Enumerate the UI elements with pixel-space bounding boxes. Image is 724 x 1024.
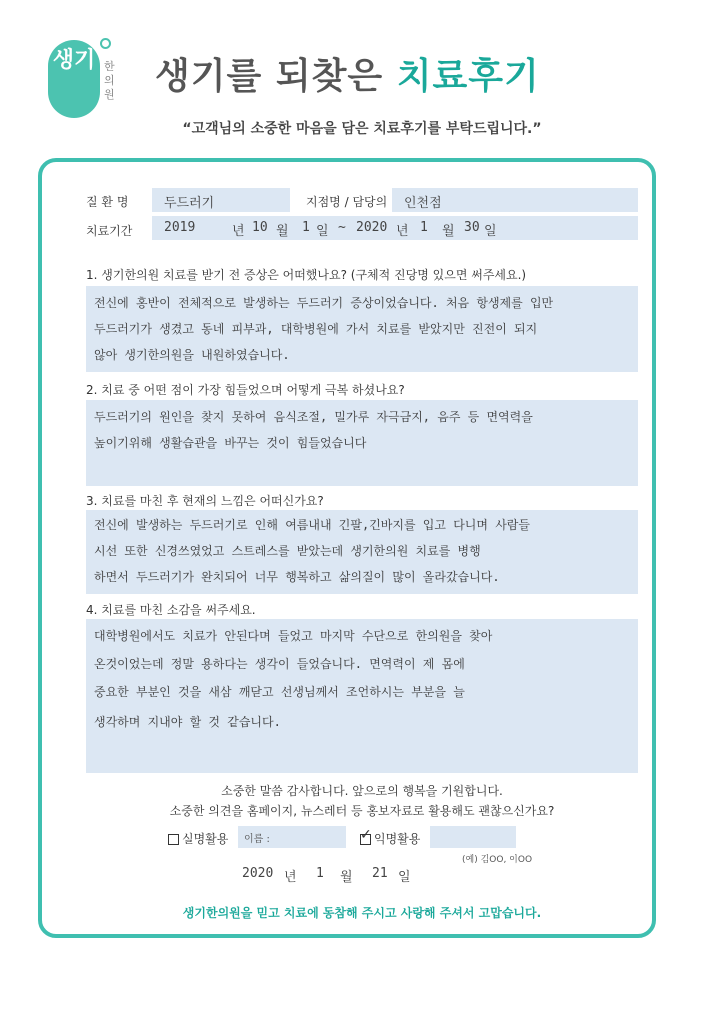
question-4-answer[interactable] xyxy=(86,619,638,773)
logo-dot xyxy=(100,38,111,49)
period-end-day: 30 xyxy=(464,220,480,235)
name-field-label: 이름 : xyxy=(244,834,270,845)
date-day: 21 xyxy=(372,866,388,881)
period-unit-day-1: 일 xyxy=(316,224,329,239)
disease-field[interactable] xyxy=(152,188,290,212)
anonymous-label: 익명활용 xyxy=(374,832,421,846)
name-example: (예) 김OO, 이OO xyxy=(462,855,533,865)
answer-line: 생각하며 지내야 할 것 같습니다. xyxy=(94,715,281,729)
footer-message: 생기한의원을 믿고 치료에 동참해 주시고 사랑해 주셔서 고맙습니다. xyxy=(182,906,542,920)
period-unit-day-2: 일 xyxy=(484,224,497,239)
answer-line: 하면서 두드러기가 완치되어 너무 행복하고 삶의질이 많이 올라갔습니다. xyxy=(94,570,500,584)
answer-line: 중요한 부분인 것을 새삼 깨닫고 선생님께서 조언하시는 부분을 늘 xyxy=(94,685,465,699)
period-label: 치료기간 xyxy=(86,224,133,238)
date-unit-day: 일 xyxy=(398,870,411,885)
real-name-checkbox[interactable] xyxy=(168,834,179,845)
date-year: 2020 xyxy=(242,866,274,881)
anonymous-option[interactable] xyxy=(360,827,421,847)
period-start-day: 1 xyxy=(302,220,310,235)
logo-text: 생기 xyxy=(52,48,96,73)
disease-label: 질 환 명 xyxy=(86,195,129,209)
logo xyxy=(48,40,100,118)
answer-line: 온것이었는데 정말 용하다는 생각이 들었습니다. 면역력이 제 몸에 xyxy=(94,657,465,671)
date-month: 1 xyxy=(316,866,324,881)
period-unit-month-2: 월 xyxy=(442,224,455,239)
question-2-label: 2. 치료 중 어떤 점이 가장 힘들었으며 어떻게 극복 하셨나요? xyxy=(86,383,405,397)
answer-line: 전신에 발생하는 두드러기로 인해 여름내내 긴팔,긴바지를 입고 다니며 사람들 xyxy=(94,518,530,532)
answer-line: 두드러기의 원인을 찾지 못하여 음식조절, 밀가루 자극금지, 음주 등 면역력을 xyxy=(94,410,533,424)
question-1-label: 1. 생기한의원 치료를 받기 전 증상은 어떠했나요? (구체적 진당명 있으면 써주세요.) xyxy=(86,268,527,282)
question-2-answer[interactable] xyxy=(86,400,638,486)
thanks-text-2: 소중한 의견을 홈페이지, 뉴스레터 등 홍보자료로 활용해도 괜찮으신가요? xyxy=(169,804,555,818)
question-1-answer[interactable] xyxy=(86,286,638,372)
date-unit-year: 년 xyxy=(284,870,297,885)
answer-line: 대학병원에서도 치료가 안된다며 들었고 마지막 수단으로 한의원을 찾아 xyxy=(94,629,493,643)
name-field[interactable] xyxy=(238,826,346,848)
branch-field[interactable] xyxy=(392,188,638,212)
disease-value: 두드러기 xyxy=(164,196,215,211)
period-start-month: 10 xyxy=(252,220,268,235)
real-name-option[interactable] xyxy=(168,830,228,847)
title-main: 생기를 되찾은 xyxy=(155,56,397,97)
anonymous-name-field[interactable] xyxy=(430,826,516,848)
answer-line: 두드러기가 생겼고 동네 피부과, 대학병원에 가서 치료를 받았지만 진전이 되지 xyxy=(94,322,538,336)
answer-line: 않아 생기한의원을 내원하였습니다. xyxy=(94,348,290,362)
question-3-label: 3. 치료를 마친 후 현재의 느낌은 어떠신가요? xyxy=(86,494,324,508)
logo-subtext: 한의원 xyxy=(104,60,115,101)
answer-line: 시선 또한 신경쓰였었고 스트레스를 받았는데 생기한의원 치료를 병행 xyxy=(94,544,481,558)
period-start-year: 2019 xyxy=(164,220,196,235)
question-4-label: 4. 치료를 마친 소감을 써주세요. xyxy=(86,603,256,617)
date-unit-month: 월 xyxy=(340,870,353,885)
branch-label: 지점명 / 담당의 xyxy=(306,195,388,209)
page-title xyxy=(155,48,540,99)
period-end-month: 1 xyxy=(420,220,428,235)
subtitle: “고객님의 소중한 마음을 담은 치료후기를 부탁드립니다.” xyxy=(182,121,542,137)
answer-line: 전신에 홍반이 전체적으로 발생하는 두드러기 증상이었습니다. 처음 항생제를 입만 xyxy=(94,296,554,310)
period-field[interactable] xyxy=(152,216,638,240)
branch-value: 인천점 xyxy=(404,196,442,211)
anonymous-checkbox[interactable] xyxy=(360,827,372,845)
thanks-text-1: 소중한 말씀 감사합니다. 앞으로의 행복을 기원합니다. xyxy=(221,784,503,798)
period-unit-month-1: 월 xyxy=(276,224,289,239)
real-name-label: 실명활용 xyxy=(182,832,229,846)
period-tilde: ~ xyxy=(338,220,346,235)
period-unit-year-2: 년 xyxy=(396,224,409,239)
check-mark-icon: ✓ xyxy=(360,827,372,843)
period-unit-year-1: 년 xyxy=(232,224,245,239)
period-end-year: 2020 xyxy=(356,220,388,235)
answer-line: 높이기위해 생활습관을 바꾸는 것이 힘들었습니다 xyxy=(94,436,367,450)
question-3-answer[interactable] xyxy=(86,510,638,594)
title-accent: 치료후기 xyxy=(396,56,540,97)
